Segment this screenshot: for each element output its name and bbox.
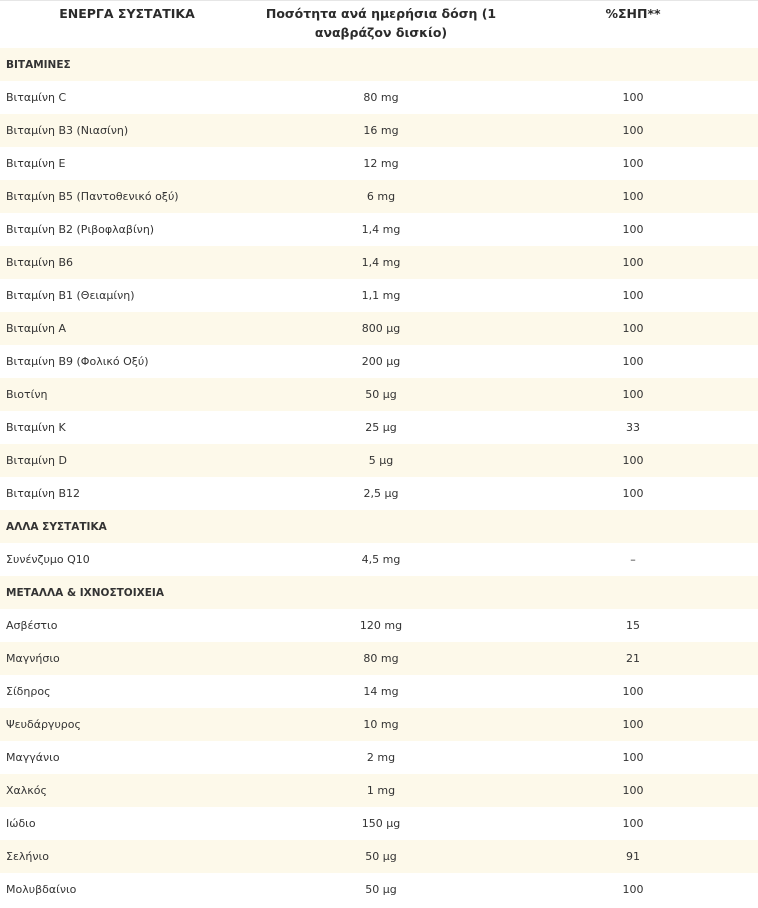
header-ingredients: ΕΝΕΡΓΑ ΣΥΣΤΑΤΙΚΑ — [59, 6, 195, 21]
table-row — [0, 444, 758, 477]
section-header-row — [0, 576, 758, 609]
ingredient-amount: 16 mg — [363, 124, 399, 137]
ingredient-rdi: 100 — [622, 487, 644, 500]
ingredient-rdi: 100 — [622, 454, 644, 467]
table-row — [0, 675, 758, 708]
ingredient-amount: 120 mg — [359, 619, 403, 632]
ingredient-amount: 6 mg — [366, 190, 396, 203]
section-title: ΒΙΤΑΜΙΝΕΣ — [6, 58, 71, 71]
ingredient-name: Βιταμίνη Β2 (Ριβοφλαβίνη) — [6, 223, 155, 236]
ingredient-name: Βιταμίνη Κ — [6, 421, 66, 434]
ingredient-name: Βιταμίνη Β6 — [6, 256, 74, 269]
table-row — [0, 609, 758, 642]
ingredient-amount: 14 mg — [363, 685, 399, 698]
table-row — [0, 147, 758, 180]
ingredient-name: Βιταμίνη Ε — [6, 157, 66, 170]
ingredient-amount: 800 μg — [361, 322, 401, 335]
ingredient-rdi: 100 — [622, 751, 644, 764]
ingredient-name: Σίδηρος — [6, 685, 51, 698]
ingredient-name: Ιώδιο — [6, 817, 36, 830]
ingredient-rdi: 100 — [622, 322, 644, 335]
ingredient-amount: 1,1 mg — [361, 289, 401, 302]
table-body — [0, 48, 758, 906]
ingredient-amount: 200 μg — [361, 355, 401, 368]
ingredient-name: Βιταμίνη Β1 (Θειαμίνη) — [6, 289, 135, 302]
table-row — [0, 741, 758, 774]
ingredient-name: Βιταμίνη D — [6, 454, 67, 467]
ingredient-name: Βιταμίνη C — [6, 91, 67, 104]
ingredient-name: Βιταμίνη Β12 — [6, 487, 81, 500]
ingredient-rdi: 100 — [622, 289, 644, 302]
ingredient-amount: 80 mg — [363, 652, 399, 665]
ingredient-name: Βιταμίνη Β9 (Φολικό Οξύ) — [6, 355, 149, 368]
table-row — [0, 807, 758, 840]
ingredient-name: Βιταμίνη Β5 (Παντοθενικό οξύ) — [6, 190, 179, 203]
ingredient-amount: 2 mg — [366, 751, 396, 764]
ingredient-amount: 80 mg — [363, 91, 399, 104]
ingredient-rdi: 100 — [622, 190, 644, 203]
ingredient-name: Συνένζυμο Q10 — [6, 553, 90, 566]
ingredient-name: Μολυβδαίνιο — [6, 883, 77, 896]
ingredient-amount: 150 μg — [361, 817, 401, 830]
table-row — [0, 279, 758, 312]
table-row — [0, 114, 758, 147]
table-header — [0, 1, 758, 48]
ingredient-amount: 4,5 mg — [361, 553, 401, 566]
ingredient-rdi: 100 — [622, 685, 644, 698]
table-row — [0, 477, 758, 510]
table-row — [0, 411, 758, 444]
header-amount: Ποσότητα ανά ημερήσια δόση (1 αναβράζον δισκίο) — [265, 6, 497, 40]
ingredient-rdi: 21 — [626, 652, 640, 665]
ingredient-name: Ασβέστιο — [6, 619, 58, 632]
ingredient-rdi: 100 — [622, 817, 644, 830]
section-title: ΜΕΤΑΛΛΑ & ΙΧΝΟΣΤΟΙΧΕΙΑ — [6, 586, 164, 599]
ingredient-amount: 2,5 μg — [363, 487, 399, 500]
ingredient-amount: 1,4 mg — [361, 223, 401, 236]
ingredient-rdi: 100 — [622, 256, 644, 269]
ingredient-rdi: 100 — [622, 157, 644, 170]
table-row — [0, 873, 758, 906]
ingredient-name: Χαλκός — [6, 784, 47, 797]
table-row — [0, 708, 758, 741]
table-row — [0, 774, 758, 807]
ingredient-rdi: 91 — [626, 850, 640, 863]
ingredient-amount: 25 μg — [365, 421, 397, 434]
ingredient-name: Βιοτίνη — [6, 388, 48, 401]
table-row — [0, 345, 758, 378]
table-row — [0, 246, 758, 279]
ingredient-amount: 50 μg — [365, 883, 397, 896]
table-row — [0, 378, 758, 411]
table-row — [0, 642, 758, 675]
ingredient-amount: 5 μg — [368, 454, 394, 467]
ingredient-rdi: 100 — [622, 718, 644, 731]
ingredient-rdi: 100 — [622, 883, 644, 896]
ingredient-name: Μαγνήσιο — [6, 652, 60, 665]
ingredient-amount: 1 mg — [366, 784, 396, 797]
ingredient-rdi: 100 — [622, 124, 644, 137]
ingredient-rdi: 15 — [626, 619, 640, 632]
ingredient-rdi: 100 — [622, 388, 644, 401]
ingredient-rdi: 100 — [622, 784, 644, 797]
ingredient-amount: 10 mg — [363, 718, 399, 731]
section-title: ΑΛΛΑ ΣΥΣΤΑΤΙΚΑ — [6, 520, 107, 533]
ingredient-amount: 1,4 mg — [361, 256, 401, 269]
section-header-row — [0, 48, 758, 81]
ingredient-name: Σελήνιο — [6, 850, 49, 863]
table-row — [0, 180, 758, 213]
ingredient-rdi: 33 — [626, 421, 640, 434]
table-row — [0, 312, 758, 345]
ingredient-name: Μαγγάνιο — [6, 751, 60, 764]
ingredient-name: Βιταμίνη Α — [6, 322, 67, 335]
ingredient-rdi: 100 — [622, 223, 644, 236]
table-row — [0, 840, 758, 873]
table-row — [0, 543, 758, 576]
ingredient-name: Ψευδάργυρος — [6, 718, 81, 731]
ingredient-amount: 50 μg — [365, 850, 397, 863]
ingredient-amount: 12 mg — [363, 157, 399, 170]
ingredient-name: Βιταμίνη Β3 (Νιασίνη) — [6, 124, 129, 137]
ingredient-rdi: 100 — [622, 91, 644, 104]
section-header-row — [0, 510, 758, 543]
table-row — [0, 81, 758, 114]
table-row — [0, 213, 758, 246]
header-rdi: %ΣΗΠ** — [605, 6, 661, 21]
ingredient-amount: 50 μg — [365, 388, 397, 401]
ingredient-rdi: 100 — [622, 355, 644, 368]
ingredient-rdi: – — [630, 553, 636, 566]
